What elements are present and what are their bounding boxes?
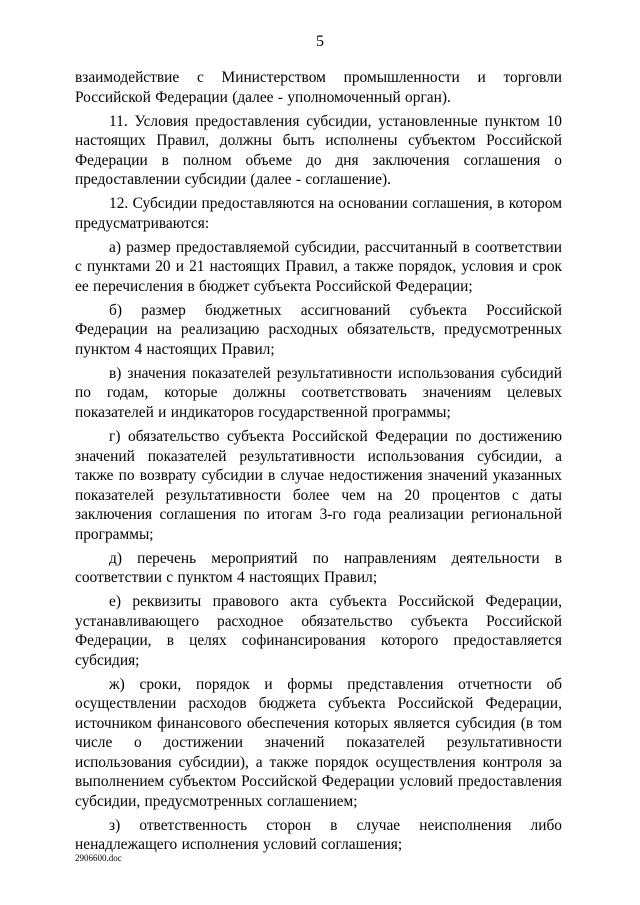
paragraph-subitem-e: е) реквизиты правового акта субъекта Российской Федерации, устанавливающего расходное обязательство субъекта Российской Федерации, в целях софинансирования которого предоставляется субсидия; xyxy=(75,593,562,669)
page-number: 5 xyxy=(316,33,324,50)
paragraph-item-12: 12. Субсидии предоставляются на основании соглашения, в котором предусматриваются: xyxy=(75,195,562,232)
paragraph-item-11: 11. Условия предоставления субсидии, установленные пунктом 10 настоящих Правил, должны быть исполнены субъектом Российской Федерации в полном объеме до дня заключения соглашения о предоставлении субсидии (далее - соглашение). xyxy=(75,112,562,189)
paragraph-subitem-z: з) ответственность сторон в случае неисполнения либо ненадлежащего исполнения условий соглашения; xyxy=(75,816,562,854)
paragraph-subitem-d: д) перечень мероприятий по направлениям деятельности в соответствии с пунктом 4 настоящих Правил; xyxy=(75,549,562,587)
page-body xyxy=(75,68,562,860)
paragraph-subitem-b: б) размер бюджетных ассигнований субъекта Российской Федерации на реализацию расходных обязательств, предусмотренных пунктом 4 настоящих Правил; xyxy=(75,301,562,358)
paragraph-subitem-a: а) размер предоставляемой субсидии, рассчитанный в соответствии с пунктами 20 и 21 настоящих Правил, а также порядок, условия и срок ее перечисления в бюджет субъекта Российской Федерации; xyxy=(75,238,562,295)
paragraph-subitem-v: в) значения показателей результативности использования субсидий по годам, которые должны соответствовать значениям целевых показателей и индикаторов государственной программы; xyxy=(75,364,562,421)
footer-filename: 2906600.doc xyxy=(75,853,122,863)
paragraph-subitem-zh: ж) сроки, порядок и формы представления отчетности об осуществлении расходов бюджета субъекта Российской Федерации, источником финансового обеспечения которых является субсидия (в том числе о достижении значений показателей результативности использования субсидии), а также порядок осуществления контроля за выполнением субъектом Российской Федерации условий предоставления субсидии, предусмотренных соглашением; xyxy=(75,675,562,810)
paragraph-subitem-g: г) обязательство субъекта Российской Федерации по достижению значений показателей результативности использования субсидии, а также по возврату субсидии в случае недостижения значений указанных показателей результативности более чем на 20 процентов с даты заключения соглашения по итогам 3-го года реализации региональной программы; xyxy=(75,428,562,543)
paragraph-continuation: взаимодействие с Министерством промышленности и торговли Российской Федерации (далее - уполномоченный орган). xyxy=(75,69,562,106)
